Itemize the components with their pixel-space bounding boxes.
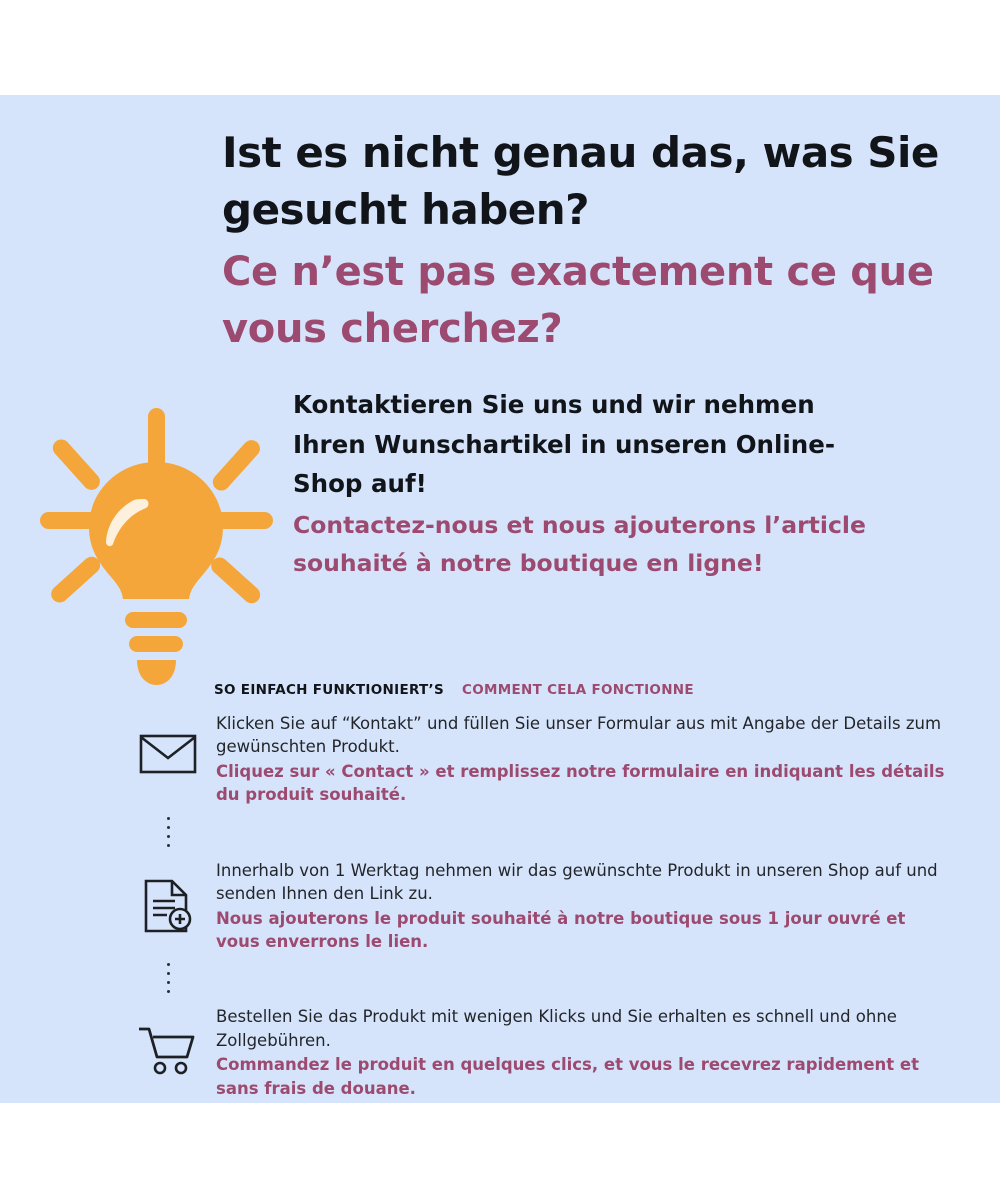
step-german: Innerhalb von 1 Werktag nehmen wir das gewünschte Produkt in unseren Shop auf und senden Ihnen den Link zu. — [216, 860, 938, 904]
step-item — [120, 857, 950, 954]
intro-german: Kontaktieren Sie uns und wir nehmen Ihren Wunschartikel in unseren Online-Shop auf! — [293, 390, 836, 499]
step-french: Nous ajouterons le produit souhaité à notre boutique sous 1 jour ouvré et vous enverrons le lien. — [216, 908, 906, 951]
step-icon-wrap — [120, 710, 216, 776]
headline-block — [222, 125, 962, 358]
step-text — [216, 710, 950, 807]
howto-heading — [214, 682, 694, 698]
headline-german: Ist es nicht genau das, was Sie gesucht haben? — [222, 128, 939, 234]
step-item — [120, 1003, 950, 1100]
step-french: Cliquez sur « Contact » et remplissez notre formulaire en indiquant les détails du produit souhaité. — [216, 761, 945, 805]
step-german: Klicken Sie auf “Kontakt” und füllen Sie unser Formular aus mit Angabe der Details zum gewünschten Produkt. — [216, 714, 942, 757]
howto-heading-german: SO EINFACH FUNKTIONIERT’S — [214, 682, 445, 698]
step-german: Bestellen Sie das Produkt mit wenigen Klicks und Sie erhalten es schnell und ohne Zollgebühren. — [216, 1007, 897, 1050]
lightbulb-illustration — [30, 390, 280, 730]
intro-block — [293, 385, 893, 582]
step-connector-dots — [120, 953, 216, 1003]
howto-steps — [120, 710, 950, 1100]
howto-heading-french: COMMENT CELA FONCTIONNE — [462, 682, 694, 698]
step-text — [216, 857, 950, 954]
step-icon-wrap — [120, 1003, 216, 1075]
lightbulb-icon — [30, 390, 280, 730]
step-item — [120, 710, 950, 807]
document-add-icon — [142, 879, 194, 933]
step-text — [216, 1003, 950, 1100]
promo-panel — [0, 95, 1000, 1103]
step-icon-wrap — [120, 857, 216, 933]
headline-french: Ce n’est pas exactement ce que vous cherchez? — [222, 249, 934, 353]
step-connector-dots — [120, 807, 216, 857]
intro-french: Contactez-nous et nous ajouterons l’article souhaité à notre boutique en ligne! — [293, 511, 866, 578]
envelope-icon — [139, 732, 197, 776]
shopping-cart-icon — [137, 1025, 199, 1075]
step-french: Commandez le produit en quelques clics, et vous le recevrez rapidement et sans frais de douane. — [216, 1055, 920, 1098]
